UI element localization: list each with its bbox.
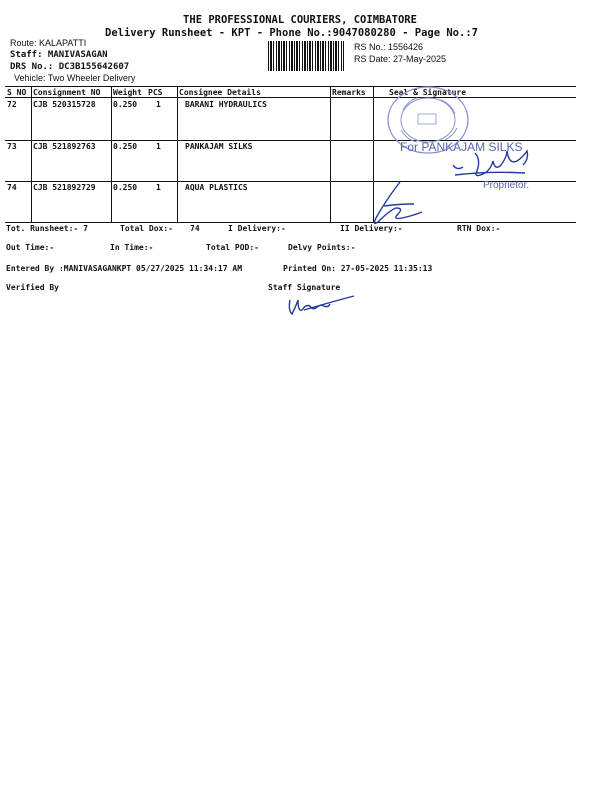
in-time: In Time:- bbox=[110, 243, 154, 252]
row2-consignee: PANKAJAM SILKS bbox=[185, 142, 253, 151]
staff-signature bbox=[284, 292, 364, 320]
barcode-image bbox=[268, 41, 344, 71]
row2-consignment: CJB 521892763 bbox=[33, 142, 96, 151]
company-stamp-role: Proprietor. bbox=[483, 180, 530, 191]
delivery-points: Delvy Points:- bbox=[288, 243, 356, 252]
i-delivery: I Delivery:- bbox=[228, 224, 286, 233]
row3-consignee: AQUA PLASTICS bbox=[185, 183, 248, 192]
out-time: Out Time:- bbox=[6, 243, 55, 252]
row1-sno: 72 bbox=[7, 100, 17, 109]
row2-weight: 0.250 bbox=[113, 142, 138, 151]
route-label: Route: KALAPATTI bbox=[10, 38, 87, 48]
drs-number: DRS No.: DC3B155642607 bbox=[10, 62, 130, 72]
verified-by: Verified By bbox=[6, 283, 59, 292]
staff-signature-label: Staff Signature bbox=[268, 283, 341, 292]
row1-consignment: CJB 520315728 bbox=[33, 100, 96, 109]
header-sno: S NO bbox=[7, 88, 27, 97]
rtn-dox: RTN Dox:- bbox=[457, 224, 501, 233]
receiver-signature-row2 bbox=[445, 145, 540, 183]
row3-pcs: 1 bbox=[156, 183, 161, 192]
ii-delivery: II Delivery:- bbox=[340, 224, 403, 233]
total-dox-label: Total Dox:- bbox=[120, 224, 173, 233]
row3-sno: 74 bbox=[7, 183, 17, 192]
entered-by: Entered By :MANIVASAGANKPT 05/27/2025 11:34:17 AM bbox=[6, 264, 243, 273]
total-dox-value: 74 bbox=[190, 224, 200, 233]
header-consignment: Consignment NO bbox=[33, 88, 101, 97]
row2-pcs: 1 bbox=[156, 142, 161, 151]
header-weight: Weight bbox=[113, 88, 142, 97]
row3-consignment: CJB 521892729 bbox=[33, 183, 96, 192]
row1-weight: 0.250 bbox=[113, 100, 138, 109]
header-pcs: PCS bbox=[148, 88, 163, 97]
printed-on: Printed On: 27-05-2025 11:35:13 bbox=[283, 264, 433, 273]
rs-date: RS Date: 27-May-2025 bbox=[354, 54, 447, 64]
total-runsheet: Tot. Runsheet:- 7 bbox=[6, 224, 88, 233]
header-remarks: Remarks bbox=[332, 88, 366, 97]
row2-sno: 73 bbox=[7, 142, 17, 151]
staff-label: Staff: MANIVASAGAN bbox=[10, 50, 108, 60]
rs-number: RS No.: 1556426 bbox=[354, 42, 424, 52]
page-title: THE PROFESSIONAL COURIERS, COIMBATORE bbox=[183, 14, 417, 26]
header-consignee: Consignee Details bbox=[179, 88, 261, 97]
runsheet-subtitle: Delivery Runsheet - KPT - Phone No.:9047080280 - Page No.:7 bbox=[105, 27, 478, 39]
row1-pcs: 1 bbox=[156, 100, 161, 109]
row3-weight: 0.250 bbox=[113, 183, 138, 192]
company-stamp-name: For PANKAJAM SILKS bbox=[400, 140, 523, 154]
row1-consignee: BARANI HYDRAULICS bbox=[185, 100, 267, 109]
receiver-signature-row3 bbox=[370, 178, 440, 224]
total-pod: Total POD:- bbox=[206, 243, 259, 252]
vehicle-label: Vehicle: Two Wheeler Delivery bbox=[14, 73, 136, 83]
header-seal-signature: Seal & Signature bbox=[389, 88, 467, 97]
